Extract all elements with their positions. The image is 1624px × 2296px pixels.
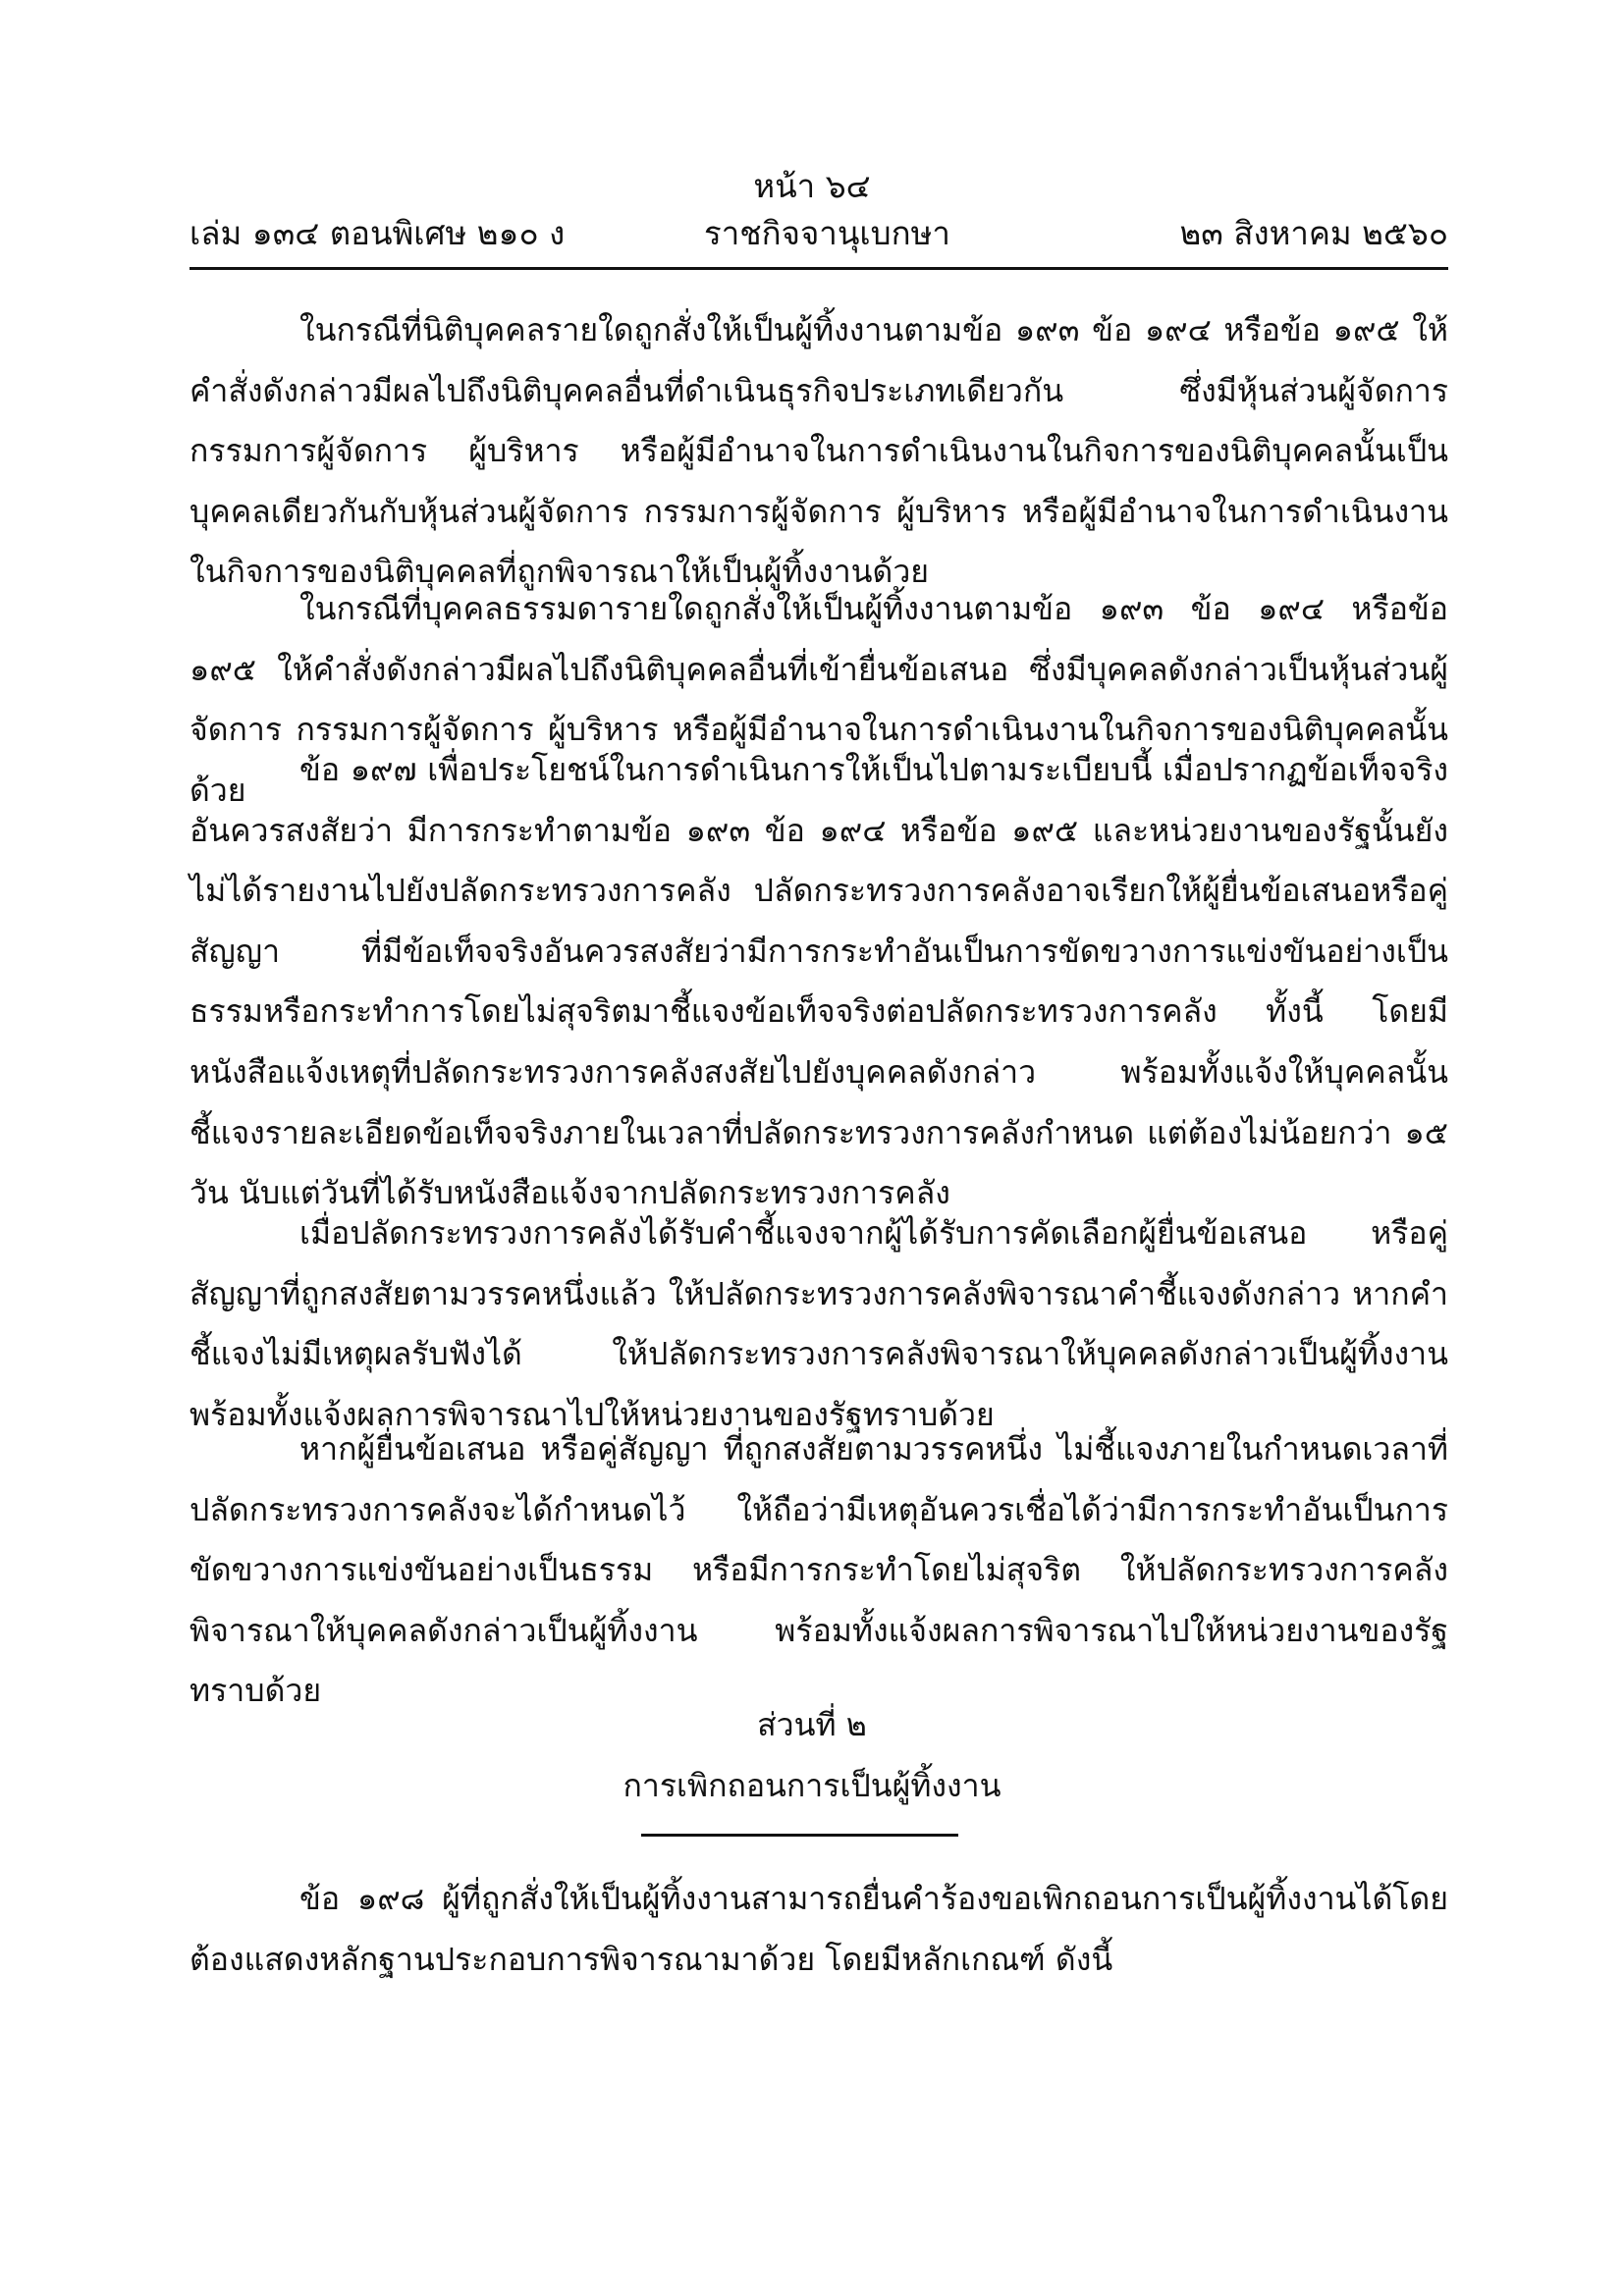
paragraph-juristic-person: ในกรณีที่นิติบุคคลรายใดถูกสั่งให้เป็นผู้ทิ้งงานตามข้อ ๑๙๓ ข้อ ๑๙๔ หรือข้อ ๑๙๕ ให้คำสั่งดังกล่าวมีผลไปถึงนิติบุคคลอื่นที่ดำเนินธุรกิจประเภทเดียวกัน ซึ่งมีหุ้นส่วนผู้จัดการ กรรมการผู้จัดการ ผู้บริหาร หรือผู้มีอำนาจในการดำเนินงานในกิจการของนิติบุคคลนั้นเป็นบุคคลเดียวกันกับหุ้นส่วนผู้จัดการ กรรมการผู้จัดการ ผู้บริหาร หรือผู้มีอำนาจในการดำเนินงานในกิจการของนิติบุคคลที่ถูกพิจารณาให้เป็นผู้ทิ้งงานด้วย <box>189 311 1448 591</box>
paragraph-explanation-review: เมื่อปลัดกระทรวงการคลังได้รับคำชี้แจงจากผู้ได้รับการคัดเลือกผู้ยื่นข้อเสนอ หรือคู่สัญญาที่ถูกสงสัยตามวรรคหนึ่งแล้ว ให้ปลัดกระทรวงการคลังพิจารณาคำชี้แจงดังกล่าว หากคำชี้แจงไม่มีเหตุผลรับฟังได้ ให้ปลัดกระทรวงการคลังพิจารณาให้บุคคลดังกล่าวเป็นผู้ทิ้งงาน พร้อมทั้งแจ้งผลการพิจารณาไปให้หน่วยงานของรัฐทราบด้วย <box>189 1214 1448 1433</box>
section-divider <box>641 1834 958 1837</box>
header-divider <box>189 267 1448 270</box>
page-number: หน้า ๖๔ <box>753 167 871 205</box>
paragraph-clause-198: ข้อ ๑๙๘ ผู้ที่ถูกสั่งให้เป็นผู้ทิ้งงานสามารถยื่นคำร้องขอเพิกถอนการเป็นผู้ทิ้งงานได้โดยต้องแสดงหลักฐานประกอบการพิจารณามาด้วย โดยมีหลักเกณฑ์ ดังนี้ <box>189 1880 1448 1978</box>
paragraph-no-explanation: หากผู้ยื่นข้อเสนอ หรือคู่สัญญา ที่ถูกสงสัยตามวรรคหนึ่ง ไม่ชี้แจงภายในกำหนดเวลาที่ปลัดกระทรวงการคลังจะได้กำหนดไว้ ให้ถือว่ามีเหตุอันควรเชื่อได้ว่ามีการกระทำอันเป็นการขัดขวางการแข่งขันอย่างเป็นธรรม หรือมีการกระทำโดยไม่สุจริต ให้ปลัดกระทรวงการคลังพิจารณาให้บุคคลดังกล่าวเป็นผู้ทิ้งงาน พร้อมทั้งแจ้งผลการพิจารณาไปให้หน่วยงานของรัฐทราบด้วย <box>189 1430 1448 1710</box>
section-number: ส่วนที่ ๒ <box>757 1706 867 1743</box>
paragraph-natural-person: ในกรณีที่บุคคลธรรมดารายใดถูกสั่งให้เป็นผู้ทิ้งงานตามข้อ ๑๙๓ ข้อ ๑๙๔ หรือข้อ ๑๙๕ ให้คำสั่งดังกล่าวมีผลไปถึงนิติบุคคลอื่นที่เข้ายื่นข้อเสนอ ซึ่งมีบุคคลดังกล่าวเป็นหุ้นส่วนผู้จัดการ กรรมการผู้จัดการ ผู้บริหาร หรือผู้มีอำนาจในการดำเนินงานในกิจการของนิติบุคคลนั้นด้วย <box>189 590 1448 809</box>
volume-info: เล่ม ๑๓๔ ตอนพิเศษ ๒๑๐ ง <box>189 214 566 252</box>
paragraph-clause-197: ข้อ ๑๙๗ เพื่อประโยชน์ในการดำเนินการให้เป็นไปตามระเบียบนี้ เมื่อปรากฏข้อเท็จจริงอันควรสงสัยว่า มีการกระทำตามข้อ ๑๙๓ ข้อ ๑๙๔ หรือข้อ ๑๙๕ และหน่วยงานของรัฐนั้นยังไม่ได้รายงานไปยังปลัดกระทรวงการคลัง ปลัดกระทรวงการคลังอาจเรียกให้ผู้ยื่นข้อเสนอหรือคู่สัญญา ที่มีข้อเท็จจริงอันควรสงสัยว่ามีการกระทำอันเป็นการขัดขวางการแข่งขันอย่างเป็นธรรมหรือกระทำการโดยไม่สุจริตมาชี้แจงข้อเท็จจริงต่อปลัดกระทรวงการคลัง ทั้งนี้ โดยมีหนังสือแจ้งเหตุที่ปลัดกระทรวงการคลังสงสัยไปยังบุคคลดังกล่าว พร้อมทั้งแจ้งให้บุคคลนั้นชี้แจงรายละเอียดข้อเท็จจริงภายในเวลาที่ปลัดกระทรวงการคลังกำหนด แต่ต้องไม่น้อยกว่า ๑๕ วัน นับแต่วันที่ได้รับหนังสือแจ้งจากปลัดกระทรวงการคลัง <box>189 751 1448 1212</box>
section-title: การเพิกถอนการเป็นผู้ทิ้งงาน <box>623 1767 1001 1804</box>
gazette-header <box>189 212 1448 255</box>
publication-name: ราชกิจจานุเบกษา <box>704 214 950 252</box>
publication-date: ๒๓ สิงหาคม ๒๕๖๐ <box>1179 214 1448 252</box>
